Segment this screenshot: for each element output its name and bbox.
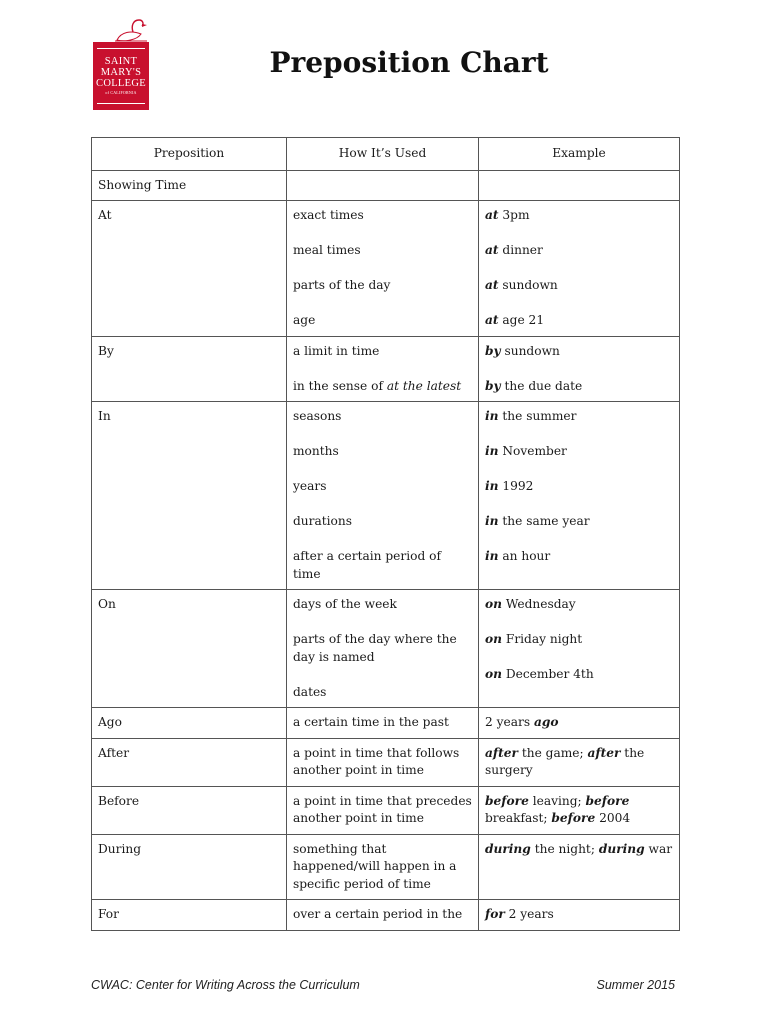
preposition-cell: At bbox=[92, 201, 287, 337]
usage-text: years bbox=[293, 479, 327, 493]
preposition-cell: By bbox=[92, 336, 287, 402]
example-cell bbox=[479, 590, 680, 708]
keyword: in bbox=[485, 444, 499, 458]
example-text bbox=[485, 596, 673, 614]
example-text bbox=[485, 666, 673, 684]
example-rest: sundown bbox=[498, 278, 558, 292]
table-row bbox=[92, 201, 680, 337]
header-how-used: How It’s Used bbox=[287, 138, 479, 171]
preposition-cell: After bbox=[92, 738, 287, 786]
keyword: ago bbox=[533, 715, 559, 729]
keyword: at bbox=[485, 278, 499, 292]
example-rest: leaving; bbox=[528, 793, 586, 808]
example-rest: age 21 bbox=[498, 313, 545, 327]
keyword: at bbox=[485, 208, 499, 222]
example-text bbox=[485, 242, 673, 260]
table-row bbox=[92, 708, 680, 739]
example-text bbox=[485, 548, 673, 566]
example-text bbox=[485, 631, 673, 649]
example-text bbox=[485, 207, 673, 225]
usage-text: dates bbox=[293, 684, 327, 699]
table-row bbox=[92, 786, 680, 834]
example-rest: 1992 bbox=[498, 479, 534, 493]
usage-text: age bbox=[293, 313, 316, 327]
usage-cell bbox=[287, 336, 479, 402]
example-rest: November bbox=[498, 444, 567, 458]
example-cell bbox=[479, 201, 680, 337]
keyword: at bbox=[485, 313, 499, 327]
example-text bbox=[485, 443, 673, 461]
section-empty-cell bbox=[287, 170, 479, 201]
usage-cell: a certain time in the past bbox=[287, 708, 479, 739]
example-cell bbox=[479, 786, 680, 834]
keyword: on bbox=[485, 597, 502, 611]
header-example: Example bbox=[479, 138, 680, 171]
example-cell bbox=[479, 834, 680, 900]
keyword: on bbox=[485, 632, 502, 646]
page-title: Preposition Chart bbox=[269, 46, 549, 79]
usage-text: meal times bbox=[293, 243, 361, 257]
example-cell bbox=[479, 336, 680, 402]
usage-prefix: in the sense of bbox=[293, 378, 387, 393]
example-rest: Wednesday bbox=[502, 597, 576, 611]
table-header-row bbox=[92, 138, 680, 171]
example-cell bbox=[479, 708, 680, 739]
preposition-cell: In bbox=[92, 402, 287, 590]
keyword: at bbox=[485, 243, 499, 257]
table-row bbox=[92, 336, 680, 402]
usage-italic: at the latest bbox=[386, 378, 462, 393]
usage-cell bbox=[287, 590, 479, 708]
example-text bbox=[485, 312, 673, 330]
example-rest: the same year bbox=[498, 514, 590, 528]
example-rest: the game; bbox=[517, 745, 588, 760]
keyword: by bbox=[485, 343, 501, 358]
keyword: during bbox=[598, 841, 645, 856]
example-rest: December 4th bbox=[502, 667, 594, 681]
example-rest: the night; bbox=[530, 841, 599, 856]
swan-icon bbox=[111, 14, 151, 44]
keyword: after bbox=[485, 745, 518, 760]
example-text bbox=[485, 277, 673, 295]
usage-text bbox=[293, 378, 472, 396]
example-text bbox=[485, 513, 673, 531]
example-cell bbox=[479, 900, 680, 931]
header-preposition: Preposition bbox=[92, 138, 287, 171]
keyword: before bbox=[485, 793, 529, 808]
example-rest: 2 years bbox=[504, 907, 554, 921]
keyword: by bbox=[485, 378, 501, 393]
example-rest: the surgery bbox=[485, 745, 645, 777]
example-rest: breakfast; bbox=[485, 811, 552, 825]
usage-text: a limit in time bbox=[293, 343, 380, 358]
usage-text: months bbox=[293, 444, 339, 458]
usage-cell bbox=[287, 201, 479, 337]
preposition-cell: Before bbox=[92, 786, 287, 834]
table-row bbox=[92, 402, 680, 590]
preposition-table bbox=[91, 137, 680, 931]
preposition-cell: For bbox=[92, 900, 287, 931]
keyword: in bbox=[485, 479, 499, 493]
usage-text: parts of the day where the day is named bbox=[293, 632, 457, 664]
example-rest: an hour bbox=[498, 549, 551, 563]
footer-left: CWAC: Center for Writing Across the Curriculum bbox=[91, 978, 360, 992]
keyword: on bbox=[485, 667, 502, 681]
section-row bbox=[92, 170, 680, 201]
example-cell bbox=[479, 402, 680, 590]
keyword: in bbox=[485, 549, 499, 563]
example-text bbox=[485, 408, 673, 426]
example-text bbox=[485, 478, 673, 496]
logo-line-2: MARY'S bbox=[100, 67, 142, 78]
example-rest: 2004 bbox=[595, 811, 631, 825]
keyword: in bbox=[485, 409, 499, 423]
table-row bbox=[92, 834, 680, 900]
logo-line-3: COLLEGE bbox=[96, 78, 146, 89]
footer-right: Summer 2015 bbox=[596, 978, 675, 992]
example-rest: sundown bbox=[500, 343, 560, 358]
logo-line-1: SAINT bbox=[104, 56, 138, 67]
usage-cell bbox=[287, 402, 479, 590]
keyword: in bbox=[485, 514, 499, 528]
example-rest: war bbox=[644, 841, 673, 856]
example-rest: the summer bbox=[498, 409, 577, 423]
example-cell bbox=[479, 738, 680, 786]
example-rest: 2 years bbox=[485, 715, 534, 729]
keyword: before bbox=[551, 811, 596, 825]
example-rest: 3pm bbox=[498, 208, 530, 222]
example-text bbox=[485, 343, 673, 361]
example-rest: Friday night bbox=[502, 632, 583, 646]
usage-text: durations bbox=[293, 514, 352, 528]
logo-line-4: of CALIFORNIA bbox=[105, 90, 137, 95]
usage-cell: a point in time that precedes another point in time bbox=[287, 786, 479, 834]
table-row bbox=[92, 590, 680, 708]
usage-cell: over a certain period in the bbox=[287, 900, 479, 931]
section-empty-cell bbox=[479, 170, 680, 201]
usage-text: after a certain period of time bbox=[293, 549, 441, 581]
usage-text: seasons bbox=[293, 409, 342, 423]
keyword: after bbox=[587, 745, 621, 760]
preposition-cell: During bbox=[92, 834, 287, 900]
section-title: Showing Time bbox=[92, 170, 287, 201]
preposition-cell: Ago bbox=[92, 708, 287, 739]
keyword: before bbox=[585, 793, 630, 808]
preposition-cell: On bbox=[92, 590, 287, 708]
usage-text: exact times bbox=[293, 208, 364, 222]
example-rest: the due date bbox=[500, 378, 583, 393]
keyword: for bbox=[485, 907, 505, 921]
example-rest: dinner bbox=[498, 243, 543, 257]
table-row bbox=[92, 738, 680, 786]
usage-cell: something that happened/will happen in a specific period of time bbox=[287, 834, 479, 900]
usage-text: parts of the day bbox=[293, 278, 391, 292]
logo-rule-bottom bbox=[97, 103, 145, 104]
table-row bbox=[92, 900, 680, 931]
example-text bbox=[485, 378, 673, 396]
keyword: during bbox=[485, 841, 531, 856]
usage-cell: a point in time that follows another point in time bbox=[287, 738, 479, 786]
usage-text: days of the week bbox=[293, 597, 397, 611]
